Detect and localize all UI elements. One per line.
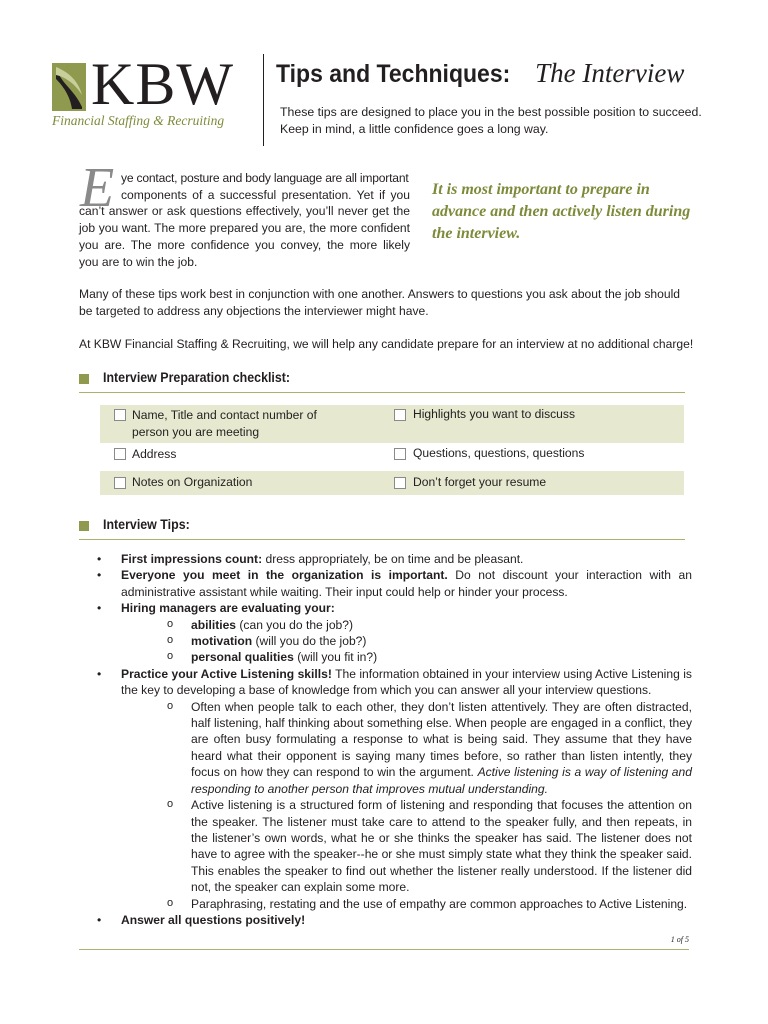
checkbox-questions[interactable] — [394, 448, 406, 460]
drop-cap: E — [80, 157, 115, 219]
paragraph-kbw-help: At KBW Financial Staffing & Recruiting, we will help any candidate prepare for an interview at no additional charge! — [79, 337, 694, 351]
sub-heading: motivation — [191, 634, 253, 649]
tip-heading: Everyone you meet in the organization is important. — [121, 568, 448, 583]
checkbox-contact[interactable] — [114, 409, 126, 421]
lead-line-1: ye contact, posture and body language are all important — [121, 171, 409, 185]
sub-list-item — [121, 617, 692, 633]
page-title — [276, 58, 684, 89]
sub-text: Active listening is a structured form of listening and responding that focuses the attention on the speaker. The listener must take care to attend to the speaker fully, and then repeats, in the listener’s own words, what he or she thinks the speaker has said. The listener does not have to agree with the speaker--he or she must simply state what they think the speaker said. This enables the speaker to find out whether the listener really understood. If the listener did not, the speaker can explain some more. — [191, 798, 692, 895]
tip-heading: Answer all questions positively! — [121, 912, 306, 927]
intro-text: These tips are designed to place you in the best possible position to succeed. Keep in mind, a little confidence goes a long way. — [280, 105, 702, 136]
list-item — [97, 567, 692, 600]
checklist-row — [100, 405, 684, 443]
header-divider — [263, 54, 264, 146]
checkbox-resume[interactable] — [394, 477, 406, 489]
section-square-icon — [79, 521, 89, 531]
checklist-item-questions: Questions, questions, questions — [413, 446, 585, 460]
tip-text: dress appropriately, be on time and be pleasant. — [262, 552, 524, 566]
checklist-item-contact: Name, Title and contact number of person you are meeting — [132, 408, 317, 439]
sub-text: (will you fit in?) — [293, 650, 378, 665]
checklist-item-address: Address — [132, 447, 177, 461]
tip-text: The information obtained in your interview using Active Listening is the key to developing a base of knowledge from which you can answer all your interview questions. — [121, 666, 692, 698]
brand-tagline: Financial Staffing & Recruiting — [52, 113, 225, 128]
list-item — [97, 551, 692, 567]
paragraph-conjunction: Many of these tips work best in conjunction with one another. Answers to questions you ask about the job should be targeted to address any objections the interviewer might have. — [79, 287, 681, 318]
checklist-item-resume: Don’t forget your resume — [413, 475, 547, 489]
checklist-row — [100, 443, 684, 471]
sub-heading: abilities — [191, 617, 237, 632]
sub-text: (can you do the job?) — [236, 617, 354, 632]
sub-list-item — [121, 633, 692, 649]
title-main: Tips and Techniques: — [276, 60, 511, 88]
sub-text-italic: Active listening is a way of listening and responding to another person that improves mutual understanding. — [191, 765, 692, 796]
sub-text: Often when people talk to each other, they don’t listen attentively. They are often distracted, half listening, half thinking about something else. When people are engaged in a conflict, they are often busy formulating a response to what is being said. They assume that they have heard what their opponent is saying many times before, so rather than listen intently, they focus on how they can respond to win the argument. — [191, 699, 692, 780]
title-sub: The Interview — [535, 58, 685, 88]
checkbox-address[interactable] — [114, 448, 126, 460]
section-square-icon — [79, 374, 89, 384]
tip-heading: Hiring managers are evaluating your: — [121, 601, 335, 616]
checklist-item-highlights: Highlights you want to discuss — [413, 407, 576, 421]
list-item — [97, 666, 692, 912]
checklist-row — [100, 471, 684, 495]
list-item — [97, 600, 692, 666]
checklist-section-header — [79, 370, 685, 393]
footer-rule — [79, 949, 689, 950]
tip-text: Do not discount your interaction with an administrative assistant while waiting. Their input could help or hinder your process. — [121, 568, 692, 599]
tips-section-header — [79, 517, 685, 540]
brand-name: KBW — [91, 51, 234, 117]
tips-title: Interview Tips: — [103, 517, 190, 532]
pull-quote: It is most important to prepare in advance and then actively listen during the interview. — [432, 181, 691, 242]
tip-heading: First impressions count: — [121, 552, 263, 566]
sub-heading: personal qualities — [191, 650, 294, 665]
tips-list — [97, 551, 692, 928]
lead-rest: components of a successful presentation. Yet if you can’t answer or ask questions effectively, you’ll never get the job you want. The more prepared you are, the more confident you are. The more confidence you convey, the more likely you are to win the job. — [79, 187, 410, 269]
sub-list-item — [121, 699, 692, 797]
tip-heading: Practice your Active Listening skills! — [121, 666, 332, 681]
checkbox-notes[interactable] — [114, 477, 126, 489]
page-number: 1 of 5 — [670, 935, 689, 944]
checklist-title: Interview Preparation checklist: — [103, 370, 291, 385]
sub-text: Paraphrasing, restating and the use of empathy are common approaches to Active Listening. — [191, 896, 688, 911]
kbw-leaf-logo-icon — [52, 63, 86, 111]
list-item — [97, 912, 692, 928]
lead-paragraph — [79, 170, 410, 270]
checkbox-highlights[interactable] — [394, 409, 406, 421]
checklist-item-notes: Notes on Organization — [132, 475, 253, 489]
sub-list-item — [121, 797, 692, 895]
sub-text: (will you do the job?) — [252, 634, 367, 649]
sub-list-item — [121, 649, 692, 665]
sub-list-item — [121, 896, 692, 912]
